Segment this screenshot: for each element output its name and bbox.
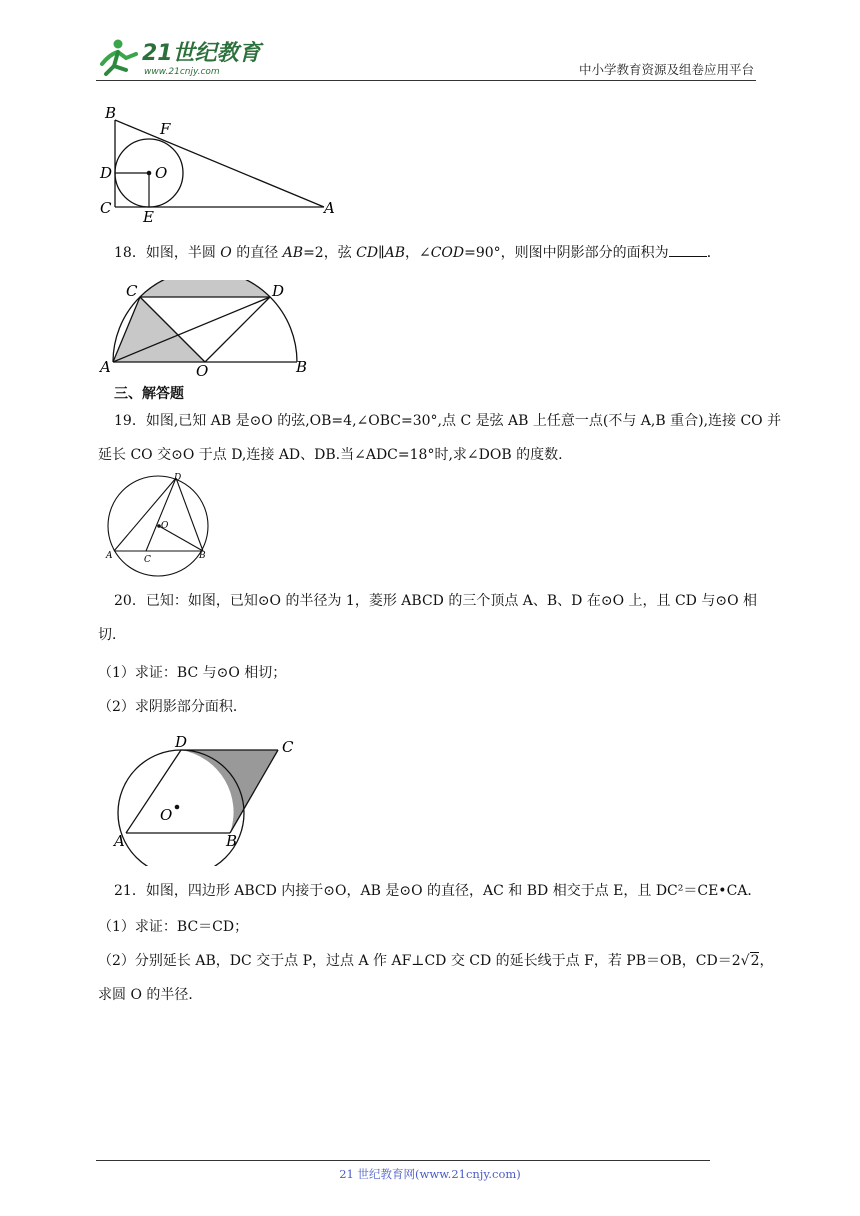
fig19-label-b: B xyxy=(199,551,206,561)
figure-20 xyxy=(104,732,304,866)
fig17-label-b: B xyxy=(105,104,117,122)
question-21-part2: （2）分别延长 AB，DC 交于点 P，过点 A 作 AF⊥CD 交 CD 的延长线于点 F，若 PB＝OB，CD＝2√2， xyxy=(98,953,774,969)
fig18-label-a: A xyxy=(100,358,111,376)
fig19-label-o: O xyxy=(161,521,169,531)
question-21-line1: 21．如图，四边形 ABCD 内接于⊙O，AB 是⊙O 的直径，AC 和 BD 相交于点 E，且 DC²＝CE•CA． xyxy=(114,883,762,899)
sqrt-expression: 2√2 xyxy=(731,953,760,969)
fig19-label-d: D xyxy=(174,473,182,483)
fig20-label-d: D xyxy=(175,733,188,751)
fig18-label-c: C xyxy=(126,282,138,300)
logo-url: www.21cnjy.com xyxy=(144,67,220,77)
figure-17 xyxy=(96,100,346,225)
figure-19 xyxy=(102,472,218,578)
header-divider xyxy=(96,80,756,81)
runner-icon xyxy=(102,40,136,75)
fig20-label-o: O xyxy=(160,806,173,824)
question-20-line1: 20．已知：如图，已知⊙O 的半径为 1，菱形 ABCD 的三个顶点 A、B、D 在⊙O 上，且 CD 与⊙O 相 xyxy=(114,593,758,609)
fig19-label-c: C xyxy=(144,555,151,565)
fig20-label-a: A xyxy=(114,832,125,850)
figure-18 xyxy=(96,280,316,380)
fig17-label-f: F xyxy=(160,120,171,138)
fig17-label-a: A xyxy=(324,199,335,217)
question-20-part1: （1）求证：BC 与⊙O 相切； xyxy=(98,665,287,681)
question-19-line1: 19．如图,已知 AB 是⊙O 的弦,OB=4,∠OBC=30°,点 C 是弦 AB 上任意一点(不与 A,B 重合),连接 CO 并 xyxy=(114,413,782,429)
question-20-part2: （2）求阴影部分面积． xyxy=(98,699,247,715)
fig20-label-b: B xyxy=(226,832,238,850)
question-18: 18．如图，半圆 O 的直径 AB=2，弦 CD∥AB，∠COD=90°，则图中阴影部分的面积为 ． xyxy=(114,236,721,270)
fig17-label-o: O xyxy=(155,164,168,182)
footer-divider xyxy=(96,1160,710,1161)
question-19-line2: 延长 CO 交⊙O 于点 D,连接 AD、DB.当∠ADC=18°时,求∠DOB 的度数. xyxy=(98,447,563,463)
question-21-part1: （1）求证：BC＝CD； xyxy=(98,919,249,935)
site-logo xyxy=(96,34,266,80)
question-21-line3: 求圆 O 的半径． xyxy=(98,987,203,1003)
fig17-label-d: D xyxy=(100,164,113,182)
fig19-label-a: A xyxy=(106,551,113,561)
fig17-label-c: C xyxy=(100,199,112,217)
answer-blank[interactable] xyxy=(669,242,707,257)
fig18-label-o: O xyxy=(196,362,209,380)
fig20-label-c: C xyxy=(282,738,294,756)
fig18-label-b: B xyxy=(296,358,308,376)
logo-text: 21世纪教育 xyxy=(142,41,261,66)
section-heading: 三、解答题 xyxy=(114,386,184,402)
question-20-line2: 切． xyxy=(98,627,126,643)
footer-link[interactable]: 21 世纪教育网(www.21cnjy.com) xyxy=(339,1167,521,1181)
fig17-label-e: E xyxy=(143,208,154,225)
fig18-label-d: D xyxy=(272,282,285,300)
header-platform-text: 中小学教育资源及组卷应用平台 xyxy=(578,62,754,77)
